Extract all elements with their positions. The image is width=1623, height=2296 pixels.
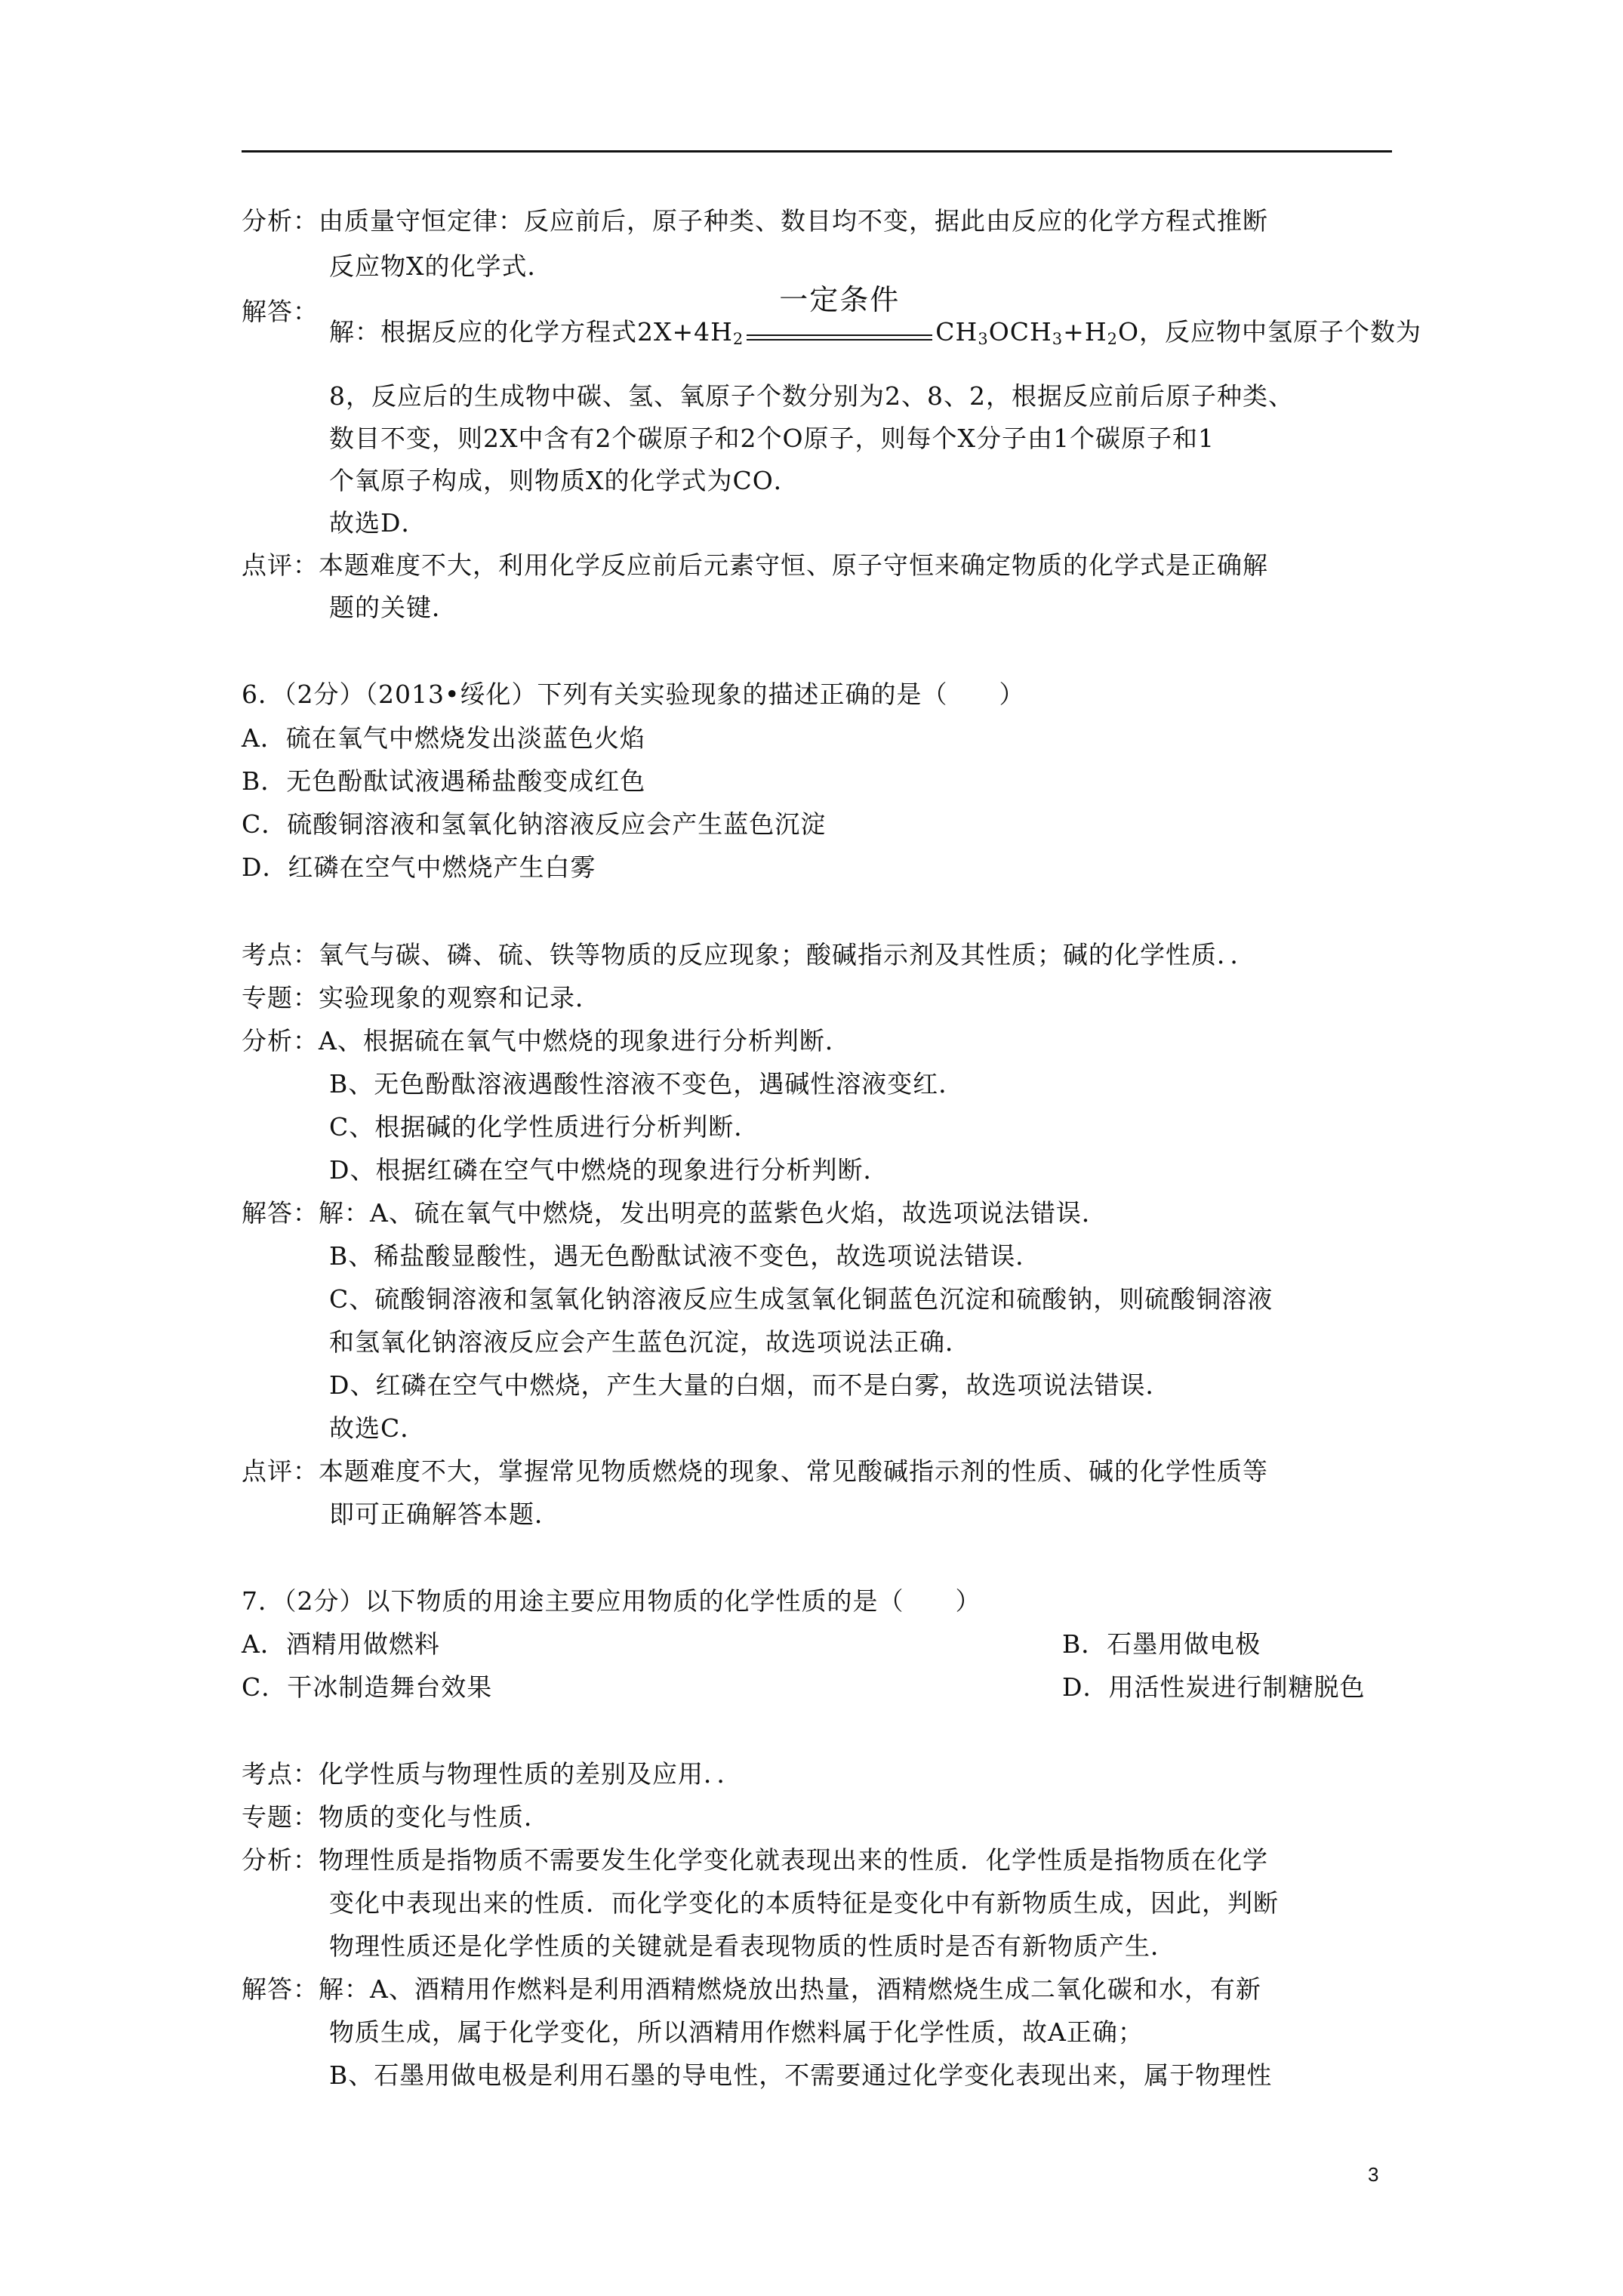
q6-answer-line-6: 故选C． xyxy=(329,1413,427,1443)
q5-analysis-line-1: 分析：由质量守恒定律：反应前后，原子种类、数目均不变，据此由反应的化学方程式推断 xyxy=(242,206,1268,236)
q6-comment-line-2: 即可正确解答本题． xyxy=(329,1499,560,1529)
q6-option-c: C．硫酸铜溶液和氢氧化钠溶液反应会产生蓝色沉淀 xyxy=(242,809,827,839)
page-number: 3 xyxy=(1368,2163,1379,2186)
q7-topic: 专题：物质的变化与性质． xyxy=(242,1802,550,1832)
q7-key-point: 考点：化学性质与物理性质的差别及应用．． xyxy=(242,1759,743,1789)
eq-product: +H xyxy=(1063,317,1107,347)
q6-analysis-line-4: D、根据红磷在空气中燃烧的现象进行分析判断． xyxy=(329,1155,889,1185)
q6-answer-line-3: C、硫酸铜溶液和氢氧化钠溶液反应生成氢氧化铜蓝色沉淀和硫酸钠，则硫酸铜溶液 xyxy=(329,1284,1273,1314)
q7-analysis-line-1: 分析：物理性质是指物质不需要发生化学变化就表现出来的性质．化学性质是指物质在化学 xyxy=(242,1845,1268,1875)
q7-answer-line-3: B、石墨用做电极是利用石墨的导电性，不需要通过化学变化表现出来，属于物理性 xyxy=(329,2060,1273,2090)
q6-answer-line-5: D、红磷在空气中燃烧，产生大量的白烟，而不是白雾，故选项说法错误． xyxy=(329,1370,1172,1400)
q7-stem: 7．（2分）以下物质的用途主要应用物质的化学性质的是（ ） xyxy=(242,1586,981,1616)
eq-product: OCH xyxy=(988,317,1052,347)
q7-analysis-line-2: 变化中表现出来的性质．而化学变化的本质特征是变化中有新物质生成，因此，判断 xyxy=(329,1888,1279,1918)
reaction-condition-text: 一定条件 xyxy=(779,283,901,316)
q7-option-d: D．用活性炭进行制糖脱色 xyxy=(1062,1672,1366,1702)
q5-analysis-line-2: 反应物X的化学式． xyxy=(329,251,553,281)
q6-answer-line-2: B、稀盐酸显酸性，遇无色酚酞试液不变色，故选项说法错误． xyxy=(329,1241,1042,1271)
q5-answer-line-3: 数目不变，则2X中含有2个碳原子和2个O原子，则每个X分子由1个碳原子和1 xyxy=(329,424,1215,453)
q6-option-a: A．硫在氧气中燃烧发出淡蓝色火焰 xyxy=(242,723,645,753)
q7-option-c: C．干冰制造舞台效果 xyxy=(242,1672,493,1702)
eq-reactants: 解：根据反应的化学方程式2X+4H xyxy=(329,317,733,347)
q6-analysis-line-1: 分析：A、根据硫在氧气中燃烧的现象进行分析判断． xyxy=(242,1026,851,1056)
eq-tail-text: O，反应物中氢原子个数为 xyxy=(1117,317,1422,347)
q6-answer-line-1: 解答：解：A、硫在氧气中燃烧，发出明亮的蓝紫色火焰，故选项说法错误． xyxy=(242,1198,1107,1228)
q7-answer-line-1: 解答：解：A、酒精用作燃料是利用酒精燃烧放出热量，酒精燃烧生成二氧化碳和水，有新 xyxy=(242,1974,1261,2004)
header-rule xyxy=(242,150,1392,153)
q7-option-a: A．酒精用做燃料 xyxy=(242,1629,440,1659)
q5-answer-line-2: 8，反应后的生成物中碳、氢、氧原子个数分别为2、8、2，根据反应前后原子种类、 xyxy=(329,381,1294,411)
eq-subscript: 3 xyxy=(1052,330,1064,348)
eq-subscript: 2 xyxy=(732,330,744,348)
q7-answer-line-2: 物质生成，属于化学变化，所以酒精用作燃料属于化学性质，故A正确； xyxy=(329,2017,1144,2047)
q7-options-row-1 xyxy=(242,1622,1397,1667)
eq-subscript: 3 xyxy=(978,330,989,348)
q5-comment-line-2: 题的关键． xyxy=(329,593,457,622)
q6-option-b: B．无色酚酞试液遇稀盐酸变成红色 xyxy=(242,766,646,796)
q6-answer-line-4: 和氢氧化钠溶液反应会产生蓝色沉淀，故选项说法正确． xyxy=(329,1327,971,1357)
eq-subscript: 2 xyxy=(1107,330,1118,348)
q5-answer-line-5: 故选D． xyxy=(329,508,427,538)
q6-analysis-line-2: B、无色酚酞溶液遇酸性溶液不变色，遇碱性溶液变红． xyxy=(329,1069,965,1099)
q6-analysis-line-3: C、根据碱的化学性质进行分析判断． xyxy=(329,1112,760,1142)
q6-option-d: D．红磷在空气中燃烧产生白雾 xyxy=(242,852,596,882)
q5-equation-line xyxy=(329,283,1422,359)
reaction-condition-arrow xyxy=(745,283,934,359)
eq-product: CH xyxy=(935,317,978,347)
q7-analysis-line-3: 物理性质还是化学性质的关键就是看表现物质的性质时是否有新物质产生． xyxy=(329,1931,1176,1961)
q7-options-row-2 xyxy=(242,1665,1397,1710)
q5-answer-line-4: 个氧原子构成，则物质X的化学式为CO． xyxy=(329,466,799,495)
q5-comment-line-1: 点评：本题难度不大，利用化学反应前后元素守恒、原子守恒来确定物质的化学式是正确解 xyxy=(242,550,1268,580)
q5-answer-label: 解答： xyxy=(242,297,319,326)
q6-key-point: 考点：氧气与碳、磷、硫、铁等物质的反应现象；酸碱指示剂及其性质；碱的化学性质．． xyxy=(242,940,1256,969)
q6-stem: 6．（2分）（2013•绥化）下列有关实验现象的描述正确的是（ ） xyxy=(242,680,1025,709)
q6-topic: 专题：实验现象的观察和记录． xyxy=(242,983,601,1012)
q7-option-b: B．石墨用做电极 xyxy=(1062,1629,1261,1659)
q6-comment-line-1: 点评：本题难度不大，掌握常见物质燃烧的现象、常见酸碱指示剂的性质、碱的化学性质等 xyxy=(242,1456,1268,1486)
